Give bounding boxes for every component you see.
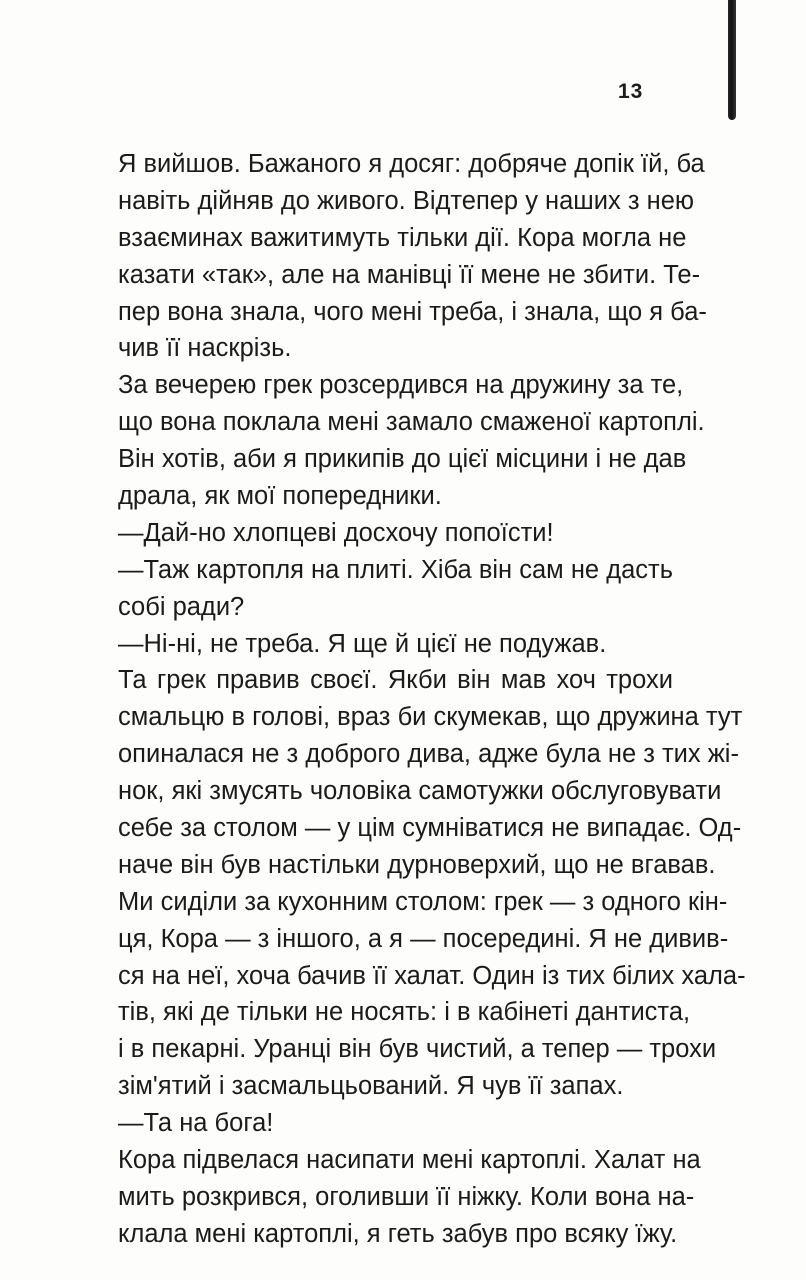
text-line: опиналася не з доброго дива, адже була не з тих жі- (118, 740, 739, 769)
text-line: —Ні-ні, не треба. Я ще й цієї не подужав. (118, 629, 607, 658)
text-line: Ми сиділи за кухонним столом: грек — з одного кін- (118, 887, 728, 916)
text-line: зім'ятий і засмальцьований. Я чув її запах. (118, 1072, 624, 1101)
page-edge-mark (728, 0, 736, 120)
text-line: собі ради? (118, 592, 245, 621)
text-line: За вечерею грек розсердився на дружину за те, (118, 371, 684, 400)
text-line: себе за столом — у цім сумніватися не випадає. Од- (118, 814, 742, 843)
text-line: наче він був настільки дурноверхий, що не вгавав. (118, 850, 716, 879)
page-number: 13 (618, 80, 644, 103)
text-line: Та грек правив своєї. Якби він мав хоч трохи (118, 666, 673, 695)
text-line: тів, які де тільки не носять: і в кабінеті дантиста, (118, 998, 691, 1027)
text-line: Я вийшов. Бажаного я досяг: добряче допік їй, ба (118, 150, 705, 178)
text-line: драла, як мої попередники. (118, 482, 442, 511)
text-line: мить розкрився, оголивши її ніжку. Коли вона на- (118, 1182, 695, 1211)
text-line: смальцю в голові, враз би скумекав, що дружина тут (118, 703, 743, 732)
text-line: —Та на бога! (118, 1109, 274, 1138)
text-line: Він хотів, аби я прикипів до цієї місцини і не дав (118, 445, 687, 474)
text-line: навіть дійняв до живого. Відтепер у наших з нею (118, 186, 695, 215)
text-line: казати «так», але на манівці її мене не збити. Те- (118, 260, 701, 289)
text-line: взаєминах важитимуть тільки дії. Кора могла не (118, 223, 687, 252)
body-text (118, 146, 746, 1253)
text-line: ця, Кора — з іншого, а я — посередині. Я не дивив- (118, 924, 729, 953)
text-line: клала мені картоплі, я геть забув про всяку їжу. (118, 1219, 678, 1248)
text-line: що вона поклала мені замало смаженої картоплі. (118, 408, 705, 437)
text-line: —Таж картопля на плиті. Хіба він сам не дасть (118, 555, 673, 584)
text-line: Кора підвелася насипати мені картоплі. Халат на (118, 1146, 701, 1175)
text-line: чив її наскрізь. (118, 334, 292, 363)
text-line: —Дай-но хлопцеві досхочу попоїсти! (118, 518, 554, 547)
text-line: і в пекарні. Уранці він був чистий, а тепер — трохи (118, 1035, 717, 1064)
text-line: ся на неї, хоча бачив її халат. Один із тих білих хала- (118, 961, 746, 990)
text-line: нок, які змусять чоловіка самотужки обслуговувати (118, 777, 722, 806)
text-line: пер вона знала, чого мені треба, і знала, що я ба- (118, 297, 707, 326)
